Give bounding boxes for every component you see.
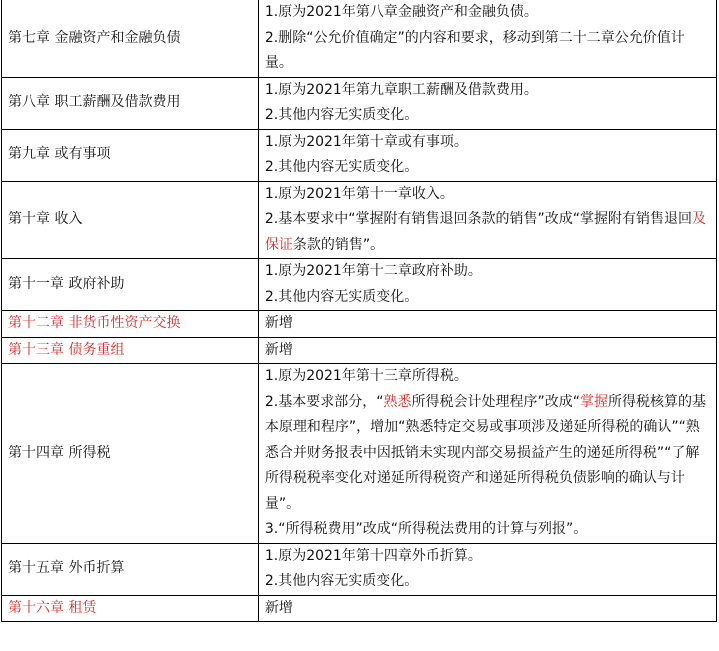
text-segment: 所得税核算的基本原理和程序”，增加“熟悉特定交易或事项涉及递延所得税的确认”“熟悉合并财务报表中因抵销未实现内部交易损益产生的递延所得税”“了解所得税税率变化对递延所得税资产和递延所得税负债影响的确认与计量”。: [264, 393, 706, 512]
text-segment: 2.其他内容无实质变化。: [264, 288, 419, 305]
change-item: [265, 259, 710, 285]
table-row: [2, 259, 717, 311]
table-row: [2, 311, 717, 338]
chapter-cell: 第十二章 非货币性资产交换: [2, 311, 259, 338]
text-segment: 新增: [264, 599, 293, 616]
chapter-cell: 第七章 金融资产和金融负债: [2, 0, 259, 77]
change-item: [265, 596, 710, 622]
text-segment: 1.原为2021年第十二章政府补助。: [264, 263, 482, 279]
highlighted-text: 掌握: [579, 393, 608, 410]
chapter-cell: 第十一章 政府补助: [2, 259, 259, 311]
text-segment: 3.“所得税费用”改成“所得税法费用的计算与列报”。: [264, 521, 588, 537]
change-item: [265, 207, 710, 258]
table-row: [2, 543, 717, 595]
text-segment: 1.原为2021年第十一章收入。: [264, 185, 454, 202]
chapter-cell: 第十三章 债务重组: [2, 337, 259, 364]
text-segment: 1.原为2021年第八章金融资产和金融负债。: [264, 4, 538, 20]
change-item: [265, 182, 710, 208]
text-segment: 1.原为2021年第九章职工薪酬及借款费用。: [264, 81, 538, 98]
change-description-cell: [258, 595, 716, 622]
text-segment: 2.基本要求部分，“: [264, 393, 384, 410]
change-description-cell: [258, 77, 716, 129]
table-row: [2, 595, 717, 622]
change-item: [265, 130, 710, 156]
table-row: [2, 181, 717, 259]
table-row: [2, 0, 717, 77]
change-item: [265, 155, 710, 181]
change-item: [265, 285, 710, 311]
text-segment: 1.原为2021年第十章或有事项。: [264, 133, 468, 150]
change-item: [265, 569, 710, 595]
change-item: [265, 517, 710, 543]
chapter-cell: 第十章 收入: [2, 181, 259, 259]
change-description-cell: [258, 0, 716, 77]
change-description-cell: [258, 543, 716, 595]
table-row: [2, 364, 717, 544]
change-description-cell: [258, 311, 716, 338]
change-item: [265, 0, 710, 26]
table-row: [2, 337, 717, 364]
chapter-changes-table: [1, 0, 717, 622]
change-item: [265, 544, 710, 570]
change-description-cell: [258, 337, 716, 364]
text-segment: 所得税会计处理程序”改成“: [411, 393, 580, 410]
highlighted-text: 及保证: [264, 211, 706, 253]
text-segment: 2.其他内容无实质变化。: [264, 159, 419, 175]
change-item: [265, 78, 710, 104]
text-segment: 新增: [264, 341, 293, 358]
text-segment: 2.其他内容无实质变化。: [264, 107, 419, 123]
table-row: [2, 77, 717, 129]
chapter-cell: 第十四章 所得税: [2, 364, 259, 544]
table-row: [2, 129, 717, 181]
change-description-cell: [258, 129, 716, 181]
text-segment: 1.原为2021年第十三章所得税。: [264, 368, 468, 384]
change-description-cell: [258, 364, 716, 544]
text-segment: 新增: [264, 315, 293, 331]
chapter-cell: 第十五章 外币折算: [2, 543, 259, 595]
change-item: [265, 338, 710, 364]
highlighted-text: 熟悉: [383, 393, 412, 410]
text-segment: 2.其他内容无实质变化。: [264, 573, 419, 589]
chapter-cell: 第九章 或有事项: [2, 129, 259, 181]
change-item: [265, 390, 710, 518]
change-item: [265, 311, 710, 337]
change-item: [265, 364, 710, 390]
change-description-cell: [258, 181, 716, 259]
change-description-cell: [258, 259, 716, 311]
change-item: [265, 103, 710, 129]
chapter-cell: 第十六章 租赁: [2, 595, 259, 622]
change-item: [265, 26, 710, 77]
text-segment: 2.删除“公允价值确定”的内容和要求，移动到第二十二章公允价值计量。: [264, 29, 685, 71]
table-body: [2, 0, 717, 622]
text-segment: 1.原为2021年第十四章外币折算。: [264, 547, 482, 564]
chapter-cell: 第八章 职工薪酬及借款费用: [2, 77, 259, 129]
text-segment: 条款的销售”。: [292, 236, 385, 253]
text-segment: 2.基本要求中“掌握附有销售退回条款的销售”改成“掌握附有销售退回: [264, 211, 692, 227]
